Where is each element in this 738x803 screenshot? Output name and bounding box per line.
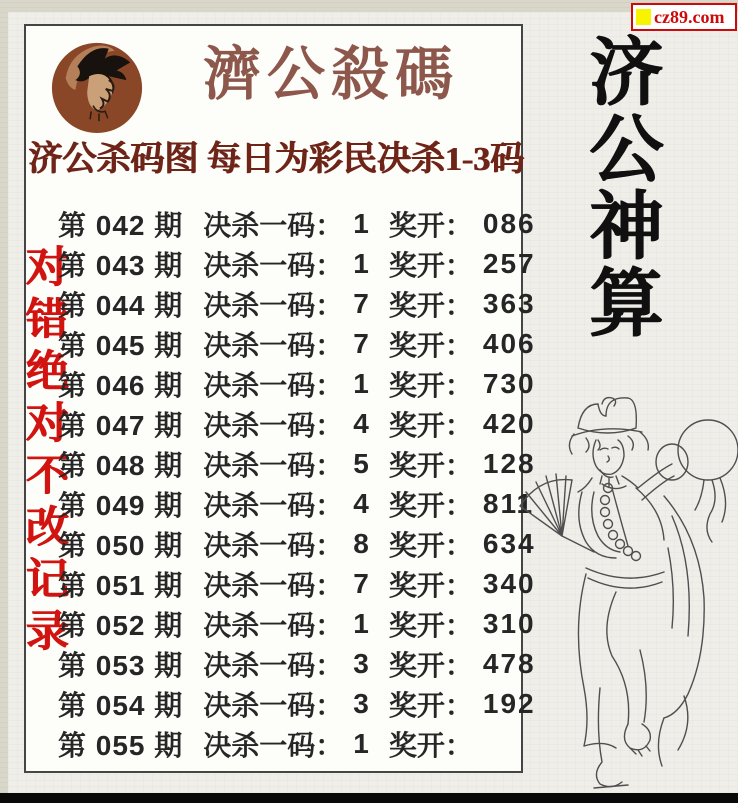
result-row (58, 684, 536, 724)
issue-cell: 第 052 期 (58, 610, 184, 641)
result-row (58, 724, 520, 764)
kill-value: 1 (353, 728, 369, 759)
result-row (58, 524, 536, 564)
result-row (58, 364, 536, 404)
result-row (58, 604, 536, 644)
kill-label: 决杀一码： (203, 690, 344, 721)
issue-cell: 第 042 期 (58, 210, 184, 241)
result-row (58, 444, 536, 484)
kill-label: 决杀一码： (203, 410, 344, 441)
issue-cell: 第 043 期 (58, 250, 184, 281)
issue-cell: 第 049 期 (58, 490, 184, 521)
issue-cell: 第 051 期 (58, 570, 184, 601)
open-label: 奖开： (388, 290, 473, 321)
kill-value: 7 (353, 288, 369, 319)
open-label: 奖开： (388, 450, 473, 481)
open-label: 奖开： (388, 330, 473, 361)
open-label: 奖开： (388, 370, 473, 401)
kill-value: 7 (353, 328, 369, 359)
open-label: 奖开： (388, 730, 473, 761)
side-note-char: 录 (25, 608, 69, 656)
page-subtitle: 济公杀码图 每日为彩民决杀1-3码 (28, 141, 524, 178)
side-note-char: 改 (25, 504, 69, 552)
right-title-char: 公 (589, 110, 663, 192)
kill-value: 4 (353, 408, 369, 439)
result-row (58, 404, 536, 444)
kill-value: 1 (353, 208, 369, 239)
kill-value: 1 (353, 248, 369, 279)
issue-cell: 第 055 期 (58, 730, 184, 761)
kill-value: 3 (353, 648, 369, 679)
open-value: 086 (482, 208, 536, 239)
open-value: 257 (482, 248, 536, 279)
right-panel-title (556, 33, 696, 346)
open-label: 奖开： (388, 570, 473, 601)
open-value: 478 (482, 648, 536, 679)
results-panel (24, 24, 536, 773)
side-note-char: 记 (25, 556, 69, 604)
kill-label: 决杀一码： (203, 450, 344, 481)
open-label: 奖开： (388, 250, 473, 281)
issue-cell: 第 047 期 (58, 410, 184, 441)
kill-label: 决杀一码： (203, 490, 344, 521)
open-label: 奖开： (388, 530, 473, 561)
kill-label: 决杀一码： (203, 330, 344, 361)
jigong-head-logo-icon (48, 35, 146, 137)
yellow-square-icon (636, 9, 651, 25)
issue-cell: 第 050 期 (58, 530, 184, 561)
right-title-char: 算 (589, 264, 663, 346)
result-row (58, 324, 536, 364)
open-value: 128 (482, 448, 536, 479)
kill-label: 决杀一码： (203, 290, 344, 321)
right-title-char: 神 (589, 187, 663, 269)
result-row (58, 564, 536, 604)
kill-label: 决杀一码： (203, 650, 344, 681)
result-row (58, 484, 535, 524)
kill-label: 决杀一码： (203, 530, 344, 561)
issue-cell: 第 046 期 (58, 370, 184, 401)
side-note-char: 错 (25, 296, 69, 344)
jigong-line-drawing (516, 388, 738, 798)
issue-cell: 第 048 期 (58, 450, 184, 481)
kill-value: 7 (353, 568, 369, 599)
site-badge-text: cz89.com (654, 7, 725, 27)
kill-label: 决杀一码： (203, 730, 344, 761)
side-note-char: 对 (25, 400, 69, 448)
issue-cell: 第 044 期 (58, 290, 184, 321)
open-value: 363 (482, 288, 536, 319)
open-value: 420 (482, 408, 536, 439)
open-label: 奖开： (388, 490, 473, 521)
result-row (58, 204, 536, 244)
kill-value: 3 (353, 688, 369, 719)
open-value: 340 (482, 568, 536, 599)
open-value: 192 (482, 688, 536, 719)
kill-value: 4 (353, 488, 369, 519)
open-value: 310 (482, 608, 536, 639)
issue-cell: 第 054 期 (58, 690, 184, 721)
kill-value: 8 (353, 528, 369, 559)
open-label: 奖开： (388, 410, 473, 441)
open-value: 730 (482, 368, 536, 399)
site-badge[interactable] (631, 3, 737, 31)
side-note-char: 对 (25, 244, 69, 292)
page-title: 濟公殺碼 (202, 42, 459, 107)
issue-cell: 第 053 期 (58, 650, 184, 681)
result-row (58, 244, 536, 284)
open-value: 811 (482, 488, 535, 519)
open-label: 奖开： (388, 690, 473, 721)
kill-value: 5 (353, 448, 369, 479)
side-note-char: 绝 (25, 348, 69, 396)
kill-label: 决杀一码： (203, 370, 344, 401)
open-label: 奖开： (388, 650, 473, 681)
side-note-char: 不 (25, 452, 69, 500)
open-value: 634 (482, 528, 536, 559)
kill-value: 1 (353, 608, 369, 639)
kill-label: 决杀一码： (203, 210, 344, 241)
open-label: 奖开： (388, 210, 473, 241)
kill-value: 1 (353, 368, 369, 399)
open-label: 奖开： (388, 610, 473, 641)
kill-label: 决杀一码： (203, 610, 344, 641)
kill-label: 决杀一码： (203, 570, 344, 601)
result-row (58, 284, 536, 324)
result-row (58, 644, 536, 684)
results-table (58, 204, 536, 764)
right-title-char: 济 (589, 33, 663, 115)
kill-label: 决杀一码： (203, 250, 344, 281)
open-value: 406 (482, 328, 536, 359)
issue-cell: 第 045 期 (58, 330, 184, 361)
